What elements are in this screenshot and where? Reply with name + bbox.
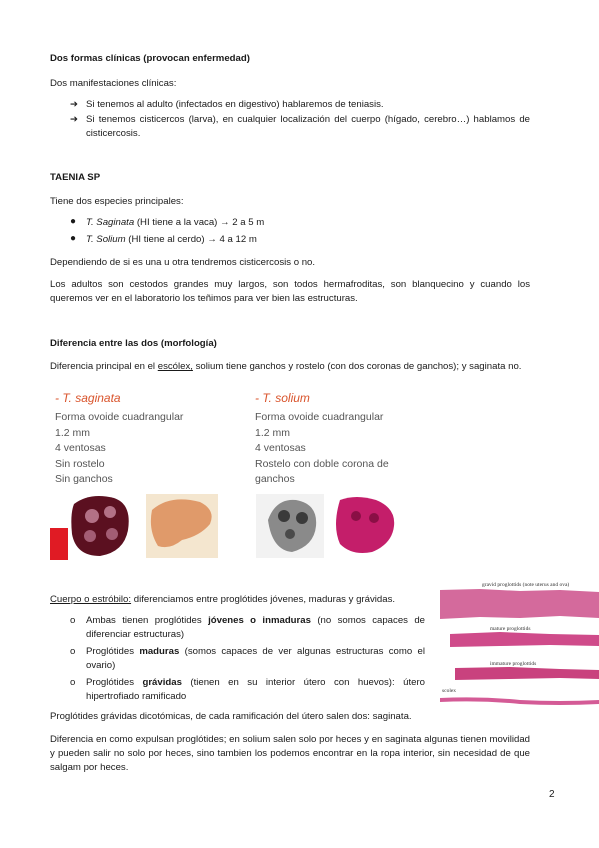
circle-bullet-icon: o (70, 677, 76, 688)
list-item-text: T. Saginata (HI tiene a la vaca) → 2 a 5 m (86, 217, 265, 228)
saginata-figure-text: - T. saginata Forma ovoide cuadrangular 1.2 mm 4 ventosas Sin rostelo Sin ganchos (55, 390, 235, 488)
paragraph: Proglótides grávidas dicotómicas, de cada ramificación del útero salen dos: saginata. (50, 711, 412, 722)
paragraph: Dependiendo de si es una u otra tendremos cisticercosis o no. (50, 257, 316, 268)
list-item-text: Ambas tienen proglótides jóvenes o inmaduras (no somos capaces de diferenciar estructuras) (86, 615, 425, 640)
saginata-title: - T. saginata (55, 391, 121, 405)
list-item-text: Proglótides grávidas (tienen en su interior útero con huevos): útero hipertrofiado ramificado (86, 677, 425, 702)
section-heading-clinical-forms: Dos formas clínicas (provocan enfermedad) (50, 53, 250, 64)
section-heading-taenia: TAENIA SP (50, 172, 101, 183)
list-item-text: Si tenemos cisticercos (larva), en cualquier localización del cuerpo (hígado, cerebro…) hablamos de cisticercosis. (86, 114, 530, 139)
page-number: 2 (549, 789, 555, 800)
list-item-text: T. Solium (HI tiene al cerdo) → 4 a 12 m (86, 234, 257, 245)
solium-title: - T. solium (255, 391, 310, 405)
list-item-text: Proglótides maduras (somos capaces de ver algunas estructuras como el ovario) (86, 646, 425, 671)
paragraph: Cuerpo o estróbilo: diferenciamos entre proglótides jóvenes, maduras y grávidas. (50, 594, 396, 605)
label-immature: immature proglottids (490, 661, 537, 667)
label-gravid: gravid proglottids (note uterus and ova) (482, 582, 570, 588)
paragraph: Diferencia en como expulsan proglótides; en solium salen solo por heces y en saginata algunas tienen movilidad y pueden salir no solo por heces, sino tambien los podemos encontrar en la ropa interior, sin necesidad de que salgam por heces. (50, 734, 530, 773)
paragraph: Los adultos son cestodos grandes muy largos, son todos hermafroditas, son blanquecino y cuando los queremos ver en el laboratorio los teñimos para ver bien las estructuras. (50, 279, 530, 304)
circle-bullet-icon: o (70, 615, 76, 626)
arrow-right-icon: ➔ (70, 99, 79, 110)
bullet-icon: ● (70, 233, 77, 244)
clinical-intro: Dos manifestaciones clínicas: (50, 78, 177, 89)
label-mature: mature proglottids (490, 626, 531, 632)
proglottid-figure (440, 582, 599, 712)
paragraph: Diferencia principal en el escólex, solium tiene ganchos y rostelo (con dos coronas de ganchos); y saginata no. (50, 361, 522, 372)
species-intro: Tiene dos especies principales: (50, 196, 184, 207)
bullet-icon: ● (70, 216, 77, 227)
label-scolex: scolex (442, 688, 457, 694)
solium-scolex-images (256, 490, 406, 560)
circle-bullet-icon: o (70, 646, 76, 657)
list-item-text: Si tenemos al adulto (infectados en digestivo) hablaremos de teniasis. (86, 99, 384, 110)
arrow-right-icon: ➔ (70, 114, 79, 125)
saginata-scolex-images (50, 490, 220, 560)
section-heading-morphology: Diferencia entre las dos (morfología) (50, 338, 217, 349)
solium-figure-text: - T. solium Forma ovoide cuadrangular 1.2 mm 4 ventosas Rostelo con doble corona de ganchos (255, 390, 405, 488)
